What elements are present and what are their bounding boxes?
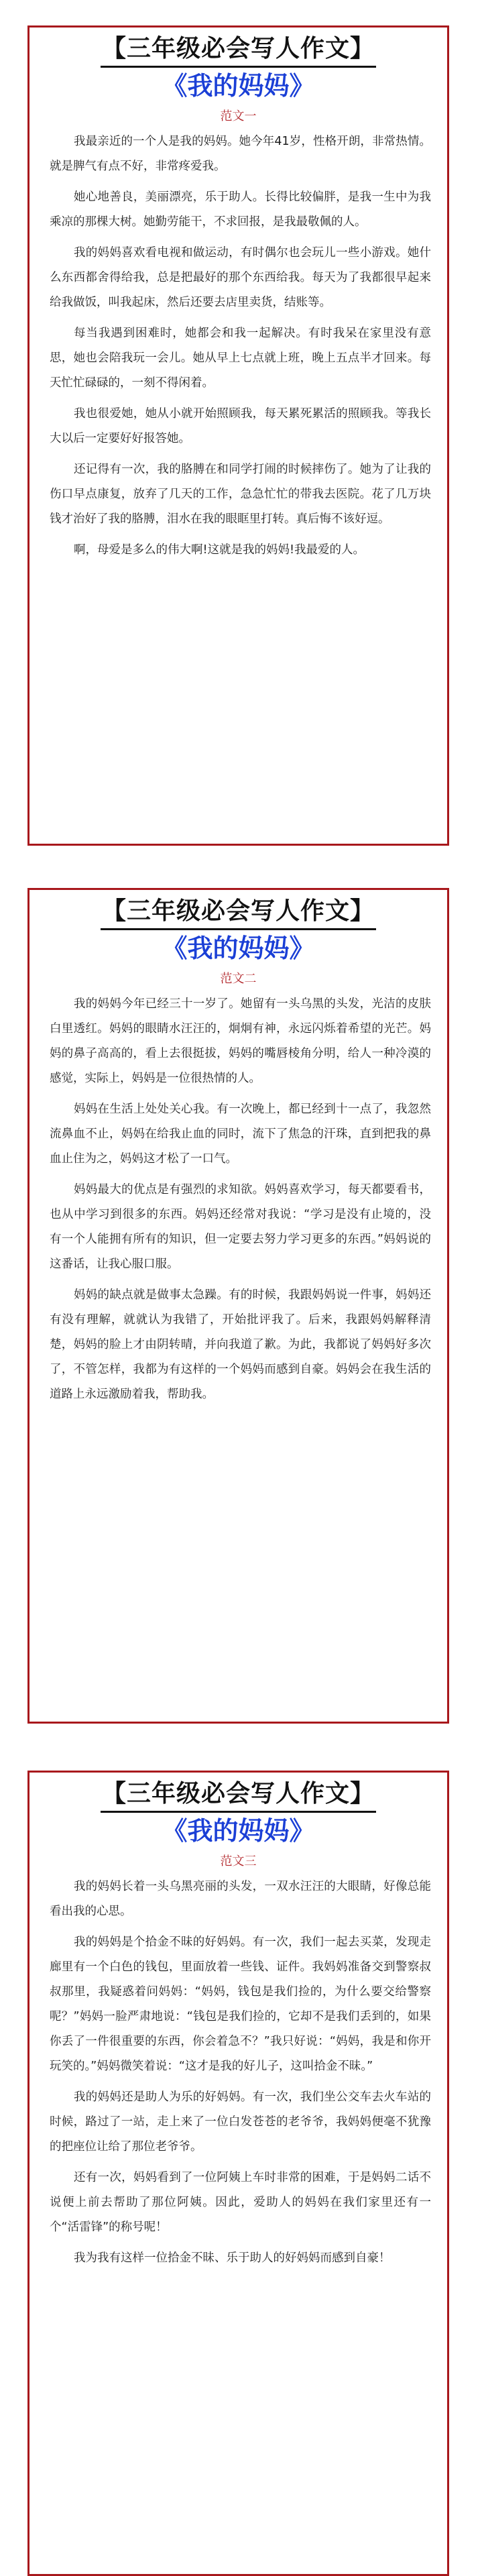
paragraph: 还有一次，妈妈看到了一位阿姨上车时非常的困难，于是妈妈二话不说便上前去帮助了那位阿姨。因此，爱助人的妈妈在我们家里还有一个“活雷锋”的称号呢！ (50, 2171, 431, 2234)
paragraph: 我的妈妈喜欢看电视和做运动，有时偶尔也会玩儿一些小游戏。她什么东西都舍得给我，总是把最好的那个东西给我。每天为了我都很早起来给我做饭，叫我起床，然后还要去店里卖货，结账等。 (50, 246, 431, 309)
paragraph: 每当我遇到困难时，她都会和我一起解决。有时我呆在家里没有意思，她也会陪我玩一会儿。她从早上七点就上班，晚上五点半才回来。每天忙忙碌碌的，一刻不得闲着。 (50, 327, 431, 390)
essay-header (29, 27, 447, 125)
essay-banner: 【三年级必会写人作文】 (101, 1779, 376, 1813)
paragraph: 妈妈的缺点就是做事太急躁。有的时候，我跟妈妈说一件事，妈妈还有没有理解，就就认为我错了，开始批评我了。后来，我跟妈妈解释清楚，妈妈的脸上才由阴转晴，并向我道了歉。为此，我都说了妈妈好多次了，不管怎样，我都为有这样的一个妈妈而感到自豪。妈妈会在我生活的道路上永远激励着我，帮助我。 (50, 1288, 431, 1401)
paragraph: 妈妈在生活上处处关心我。有一次晚上，都已经到十一点了，我忽然流鼻血不止，妈妈在给我止血的同时，流下了焦急的汗珠，直到把我的鼻血止住为之，妈妈这才松了一口气。 (50, 1103, 431, 1166)
essay-label: 范文三 (220, 1854, 257, 1868)
paragraph: 我的妈妈今年已经三十一岁了。她留有一头乌黑的头发，光洁的皮肤白里透红。妈妈的眼睛水汪汪的，炯炯有神，永远闪烁着希望的光芒。妈妈的鼻子高高的，看上去很挺拔，妈妈的嘴唇棱角分明，给人一种冷漠的感觉，实际上，妈妈是一位很热情的人。 (50, 997, 431, 1085)
essay-body (29, 1874, 447, 2271)
paragraph: 我的妈妈还是助人为乐的好妈妈。有一次，我们坐公交车去火车站的时候，路过了一站，走上来了一位白发苍苍的老爷爷，我妈妈便毫不犹豫的把座位让给了那位老爷爷。 (50, 2090, 431, 2153)
paragraph: 我的妈妈长着一头乌黑亮丽的头发，一双水汪汪的大眼睛，好像总能看出我的心思。 (50, 1880, 431, 1918)
essay-header (29, 1773, 447, 1870)
essay-title: 《我的妈妈》 (162, 70, 315, 101)
paragraph: 我为我有这样一位拾金不昧、乐于助人的好妈妈而感到自豪！ (74, 2251, 391, 2265)
paragraph: 我也很爱她，她从小就开始照顾我，每天累死累活的照顾我。等我长大以后一定要好好报答她。 (50, 407, 431, 445)
paragraph: 我最亲近的一个人是我的妈妈。她今年41岁，性格开朗，非常热情。就是脾气有点不好，非常疼爱我。 (50, 135, 431, 173)
essay-card (27, 25, 449, 846)
paragraph: 我的妈妈是个拾金不昧的好妈妈。有一次，我们一起去买菜，发现走廊里有一个白色的钱包，里面放着一些钱、证件。我妈妈准备交到警察叔叔那里，我疑惑着问妈妈：“妈妈，钱包是我们捡的，为什么要交给警察呢？”妈妈一脸严肃地说：“钱包是我们捡的，它却不是我们丢到的，如果你丢了一件很重要的东西，你会着急不？”我只好说：“妈妈，我是和你开玩笑的。”妈妈微笑着说：“这才是我的好儿子，这叫拾金不昧。” (50, 1936, 431, 2073)
essay-card (27, 1771, 449, 2576)
paragraph: 她心地善良，美丽漂亮，乐于助人。长得比较偏胖，是我一生中为我乘凉的那棵大树。她勤劳能干，不求回报，是我最敬佩的人。 (50, 190, 431, 229)
essay-title: 《我的妈妈》 (162, 1815, 315, 1846)
essay-body (29, 992, 447, 1407)
essay-label: 范文二 (220, 972, 257, 986)
essay-banner: 【三年级必会写人作文】 (101, 897, 376, 930)
essay-card (27, 888, 449, 1724)
essay-banner: 【三年级必会写人作文】 (101, 34, 376, 68)
paragraph: 妈妈最大的优点是有强烈的求知欲。妈妈喜欢学习，每天都要看书，也从中学习到很多的东西。妈妈还经常对我说：“学习是没有止境的，没有一个人能拥有所有的知识，但一定要去努力学习更多的东西。”妈妈说的这番话，让我心服口服。 (50, 1183, 431, 1271)
paragraph: 还记得有一次，我的胳膊在和同学打闹的时候摔伤了。她为了让我的伤口早点康复，放弃了几天的工作，急急忙忙的带我去医院。花了几万块钱才治好了我的胳膊，泪水在我的眼眶里打转。真后悔不该好逗。 (50, 463, 431, 526)
paragraph: 啊，母爱是多么的伟大啊!这就是我的妈妈!我最爱的人。 (74, 543, 365, 557)
essay-header (29, 890, 447, 988)
essay-label: 范文一 (220, 109, 257, 123)
essay-body (29, 129, 447, 563)
essay-title: 《我的妈妈》 (162, 933, 315, 963)
